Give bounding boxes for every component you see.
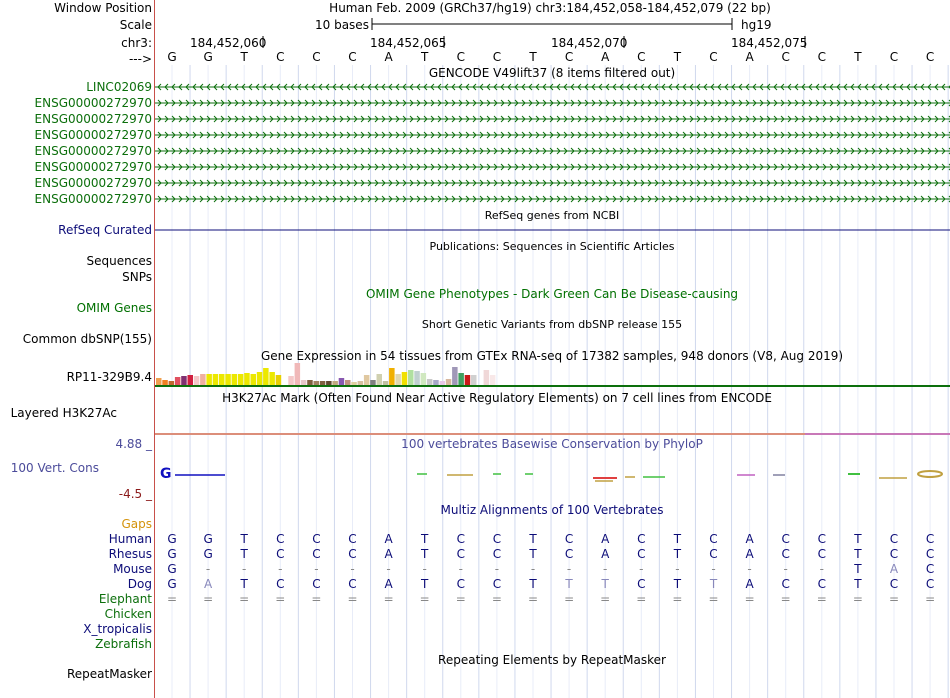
align-elephant-17: = xyxy=(744,592,755,606)
align-human-15: T xyxy=(673,532,682,546)
track-display-area[interactable] xyxy=(155,0,950,698)
phylop-title: 100 vertebrates Basewise Conservation by PhyloP xyxy=(401,437,703,451)
label-species-mouse[interactable]: Mouse xyxy=(113,562,152,576)
align-elephant-12: = xyxy=(564,592,575,606)
align-rhesus-5: C xyxy=(312,547,321,561)
align-elephant-4: = xyxy=(275,592,286,606)
align-human-11: T xyxy=(529,532,537,546)
align-elephant-9: = xyxy=(455,592,466,606)
base-8: T xyxy=(421,50,429,64)
scale-text: 10 bases xyxy=(315,18,369,32)
label-species-dog[interactable]: Dog xyxy=(127,577,152,591)
align-dog-9: C xyxy=(456,577,465,591)
align-dog-2: A xyxy=(203,577,213,591)
align-elephant-22: = xyxy=(925,592,936,606)
align-human-8: T xyxy=(421,532,429,546)
align-rhesus-4: C xyxy=(276,547,285,561)
align-dog-4: C xyxy=(276,577,285,591)
align-mouse-18: - xyxy=(783,562,788,576)
align-mouse-21: A xyxy=(889,562,899,576)
align-human-4: C xyxy=(276,532,285,546)
label-gtex-gene[interactable]: RP11-329B9.4 xyxy=(66,370,152,384)
label-species-human[interactable]: Human xyxy=(108,532,152,546)
align-mouse-3: - xyxy=(242,562,247,576)
label-cons-min: -4.5 _ xyxy=(118,487,152,501)
align-dog-5: C xyxy=(312,577,321,591)
label-repeatmasker[interactable]: RepeatMasker xyxy=(66,667,152,681)
gene-label-ensg-4[interactable]: ENSG00000272970 xyxy=(34,144,152,158)
base-19: C xyxy=(817,50,826,64)
base-11: T xyxy=(529,50,537,64)
align-human-7: A xyxy=(384,532,393,546)
gene-label-ensg-1[interactable]: ENSG00000272970 xyxy=(34,96,152,110)
align-elephant-21: = xyxy=(888,592,900,606)
align-human-2: G xyxy=(203,532,213,546)
label-snps[interactable]: SNPs xyxy=(122,270,152,284)
coord-3: 184,452,070 xyxy=(551,36,628,50)
gtex-title: Gene Expression in 54 tissues from GTEx RNA-seq of 17382 samples, 948 donors (V8, Aug 2019) xyxy=(260,349,844,363)
align-human-18: C xyxy=(781,532,790,546)
base-7: A xyxy=(384,50,393,64)
align-dog-12: T xyxy=(565,577,573,591)
base-4: C xyxy=(276,50,285,64)
omim-title: OMIM Gene Phenotypes - Dark Green Can Be Disease-causing xyxy=(365,287,739,301)
align-dog-10: C xyxy=(492,577,502,591)
gene-label-ensg-7[interactable]: ENSG00000272970 xyxy=(34,192,152,206)
align-human-9: C xyxy=(456,532,465,546)
align-mouse-20: T xyxy=(854,562,862,576)
align-mouse-1: G xyxy=(167,562,177,576)
align-dog-21: C xyxy=(889,577,899,591)
label-species-x-tropicalis[interactable]: X_tropicalis xyxy=(83,622,152,636)
label-strand[interactable]: ---> xyxy=(128,52,152,66)
align-rhesus-22: C xyxy=(925,547,935,561)
align-elephant-14: = xyxy=(636,592,647,606)
align-elephant-7: = xyxy=(383,592,394,606)
align-dog-1: G xyxy=(167,577,177,591)
align-elephant-6: = xyxy=(347,592,358,606)
align-dog-13: T xyxy=(601,577,609,591)
base-21: C xyxy=(889,50,899,64)
repeatmasker-title: Repeating Elements by RepeatMasker xyxy=(438,653,666,667)
align-elephant-11: = xyxy=(527,592,539,606)
publications-title: Publications: Sequences in Scientific Articles xyxy=(429,240,675,253)
align-rhesus-12: C xyxy=(564,547,574,561)
align-mouse-5: - xyxy=(314,562,319,576)
align-human-22: C xyxy=(925,532,935,546)
align-human-17: A xyxy=(745,532,754,546)
align-rhesus-17: A xyxy=(745,547,754,561)
label-cons-max: 4.88 _ xyxy=(115,437,152,451)
align-human-12: C xyxy=(564,532,574,546)
align-mouse-4: - xyxy=(278,562,283,576)
align-rhesus-18: C xyxy=(781,547,790,561)
align-elephant-20: = xyxy=(852,592,863,606)
align-rhesus-11: T xyxy=(529,547,537,561)
align-mouse-8: - xyxy=(422,562,427,576)
align-elephant-5: = xyxy=(311,592,322,606)
align-mouse-12: - xyxy=(566,562,572,576)
align-rhesus-16: C xyxy=(709,547,718,561)
label-sequences[interactable]: Sequences xyxy=(86,254,152,268)
assembly-label: hg19 xyxy=(741,18,772,32)
align-mouse-15: - xyxy=(675,562,680,576)
align-mouse-22: C xyxy=(925,562,935,576)
label-layered-h3k27ac[interactable]: Layered H3K27Ac xyxy=(10,406,117,420)
align-dog-20: T xyxy=(854,577,862,591)
label-scale: Scale xyxy=(119,18,152,32)
gene-label-linc02069[interactable]: LINC02069 xyxy=(86,80,152,94)
label-100-vert-cons[interactable]: 100 Vert. Cons xyxy=(10,461,99,475)
align-elephant-2: = xyxy=(203,592,214,606)
align-rhesus-7: A xyxy=(384,547,393,561)
gene-label-ensg-2[interactable]: ENSG00000272970 xyxy=(34,112,152,126)
coord-2: 184,452,065 xyxy=(370,36,447,50)
base-3: T xyxy=(240,50,248,64)
base-16: C xyxy=(709,50,718,64)
gene-label-ensg-3[interactable]: ENSG00000272970 xyxy=(34,128,152,142)
align-dog-17: A xyxy=(745,577,754,591)
align-dog-19: C xyxy=(817,577,826,591)
align-dog-8: T xyxy=(421,577,429,591)
align-rhesus-21: C xyxy=(889,547,899,561)
refseq-title: RefSeq genes from NCBI xyxy=(484,209,620,222)
align-mouse-19: - xyxy=(819,562,824,576)
align-human-20: T xyxy=(854,532,862,546)
align-human-6: C xyxy=(348,532,357,546)
base-17: A xyxy=(745,50,754,64)
coord-1: 184,452,060 xyxy=(190,36,267,50)
base-18: C xyxy=(781,50,790,64)
base-15: T xyxy=(673,50,682,64)
base-22: C xyxy=(925,50,935,64)
align-human-5: C xyxy=(312,532,321,546)
position-text: Human Feb. 2009 (GRCh37/hg19) chr3:184,452,058-184,452,079 (22 bp) xyxy=(329,1,771,15)
align-mouse-6: - xyxy=(350,562,355,576)
align-mouse-11: - xyxy=(530,562,536,576)
align-elephant-3: = xyxy=(239,592,250,606)
align-rhesus-2: G xyxy=(203,547,213,561)
label-omim-genes[interactable]: OMIM Genes xyxy=(76,301,152,315)
label-common-dbsnp[interactable]: Common dbSNP(155) xyxy=(22,332,152,346)
label-chrom: chr3: xyxy=(121,36,152,50)
align-mouse-10: - xyxy=(494,562,500,576)
align-dog-22: C xyxy=(925,577,935,591)
align-human-19: C xyxy=(817,532,826,546)
align-dog-11: T xyxy=(529,577,537,591)
coord-4: 184,452,075 xyxy=(731,36,808,50)
align-dog-6: C xyxy=(348,577,357,591)
base-5: C xyxy=(312,50,321,64)
align-human-13: A xyxy=(601,532,610,546)
align-elephant-13: = xyxy=(600,592,611,606)
align-rhesus-14: C xyxy=(637,547,646,561)
align-mouse-2: - xyxy=(205,562,211,576)
align-dog-16: T xyxy=(709,577,718,591)
align-elephant-1: = xyxy=(166,592,178,606)
multiz-title: Multiz Alignments of 100 Vertebrates xyxy=(440,503,664,517)
gene-label-ensg-6[interactable]: ENSG00000272970 xyxy=(34,176,152,190)
align-elephant-8: = xyxy=(419,592,430,606)
align-human-3: T xyxy=(240,532,248,546)
align-mouse-14: - xyxy=(639,562,644,576)
gencode-title: GENCODE V49lift37 (8 items filtered out) xyxy=(428,66,676,80)
align-rhesus-15: T xyxy=(673,547,682,561)
base-14: C xyxy=(637,50,646,64)
label-species-chicken[interactable]: Chicken xyxy=(104,607,152,621)
align-rhesus-20: T xyxy=(854,547,862,561)
align-dog-14: C xyxy=(637,577,646,591)
svg-text:G: G xyxy=(160,466,172,482)
align-elephant-15: = xyxy=(672,592,683,606)
align-human-16: C xyxy=(709,532,718,546)
align-mouse-13: - xyxy=(603,562,608,576)
dbsnp-title: Short Genetic Variants from dbSNP release 155 xyxy=(421,318,683,331)
track-labels-panel xyxy=(0,0,154,698)
align-mouse-16: - xyxy=(711,562,716,576)
align-elephant-10: = xyxy=(491,592,502,606)
base-10: C xyxy=(492,50,502,64)
align-elephant-16: = xyxy=(708,592,719,606)
align-rhesus-3: T xyxy=(240,547,248,561)
align-elephant-19: = xyxy=(816,592,827,606)
align-mouse-17: - xyxy=(747,562,752,576)
align-human-1: G xyxy=(167,532,177,546)
base-6: C xyxy=(348,50,357,64)
label-window-position: Window Position xyxy=(54,1,152,15)
align-rhesus-10: C xyxy=(492,547,502,561)
base-1: G xyxy=(167,50,177,64)
align-dog-18: C xyxy=(781,577,790,591)
base-2: G xyxy=(203,50,213,64)
align-mouse-9: - xyxy=(458,562,463,576)
align-human-21: C xyxy=(889,532,899,546)
align-dog-7: A xyxy=(384,577,393,591)
label-refseq-curated[interactable]: RefSeq Curated xyxy=(58,223,152,237)
align-human-10: C xyxy=(492,532,502,546)
label-gaps[interactable]: Gaps xyxy=(121,517,152,531)
label-species-zebrafish[interactable]: Zebrafish xyxy=(95,637,152,651)
align-rhesus-1: G xyxy=(167,547,177,561)
align-elephant-18: = xyxy=(780,592,791,606)
h3k27ac-title: H3K27Ac Mark (Often Found Near Active Regulatory Elements) on 7 cell lines from ENCODE xyxy=(222,391,772,405)
align-rhesus-6: C xyxy=(348,547,357,561)
align-rhesus-13: A xyxy=(601,547,610,561)
base-12: C xyxy=(564,50,574,64)
base-13: A xyxy=(601,50,610,64)
gene-label-ensg-5[interactable]: ENSG00000272970 xyxy=(34,160,152,174)
align-mouse-7: - xyxy=(386,562,391,576)
label-species-rhesus[interactable]: Rhesus xyxy=(108,547,152,561)
align-rhesus-8: T xyxy=(421,547,429,561)
align-human-14: C xyxy=(637,532,646,546)
align-rhesus-9: C xyxy=(456,547,465,561)
base-20: T xyxy=(854,50,862,64)
align-rhesus-19: C xyxy=(817,547,826,561)
base-9: C xyxy=(456,50,465,64)
label-species-elephant[interactable]: Elephant xyxy=(98,592,152,606)
align-dog-15: T xyxy=(673,577,682,591)
align-dog-3: T xyxy=(240,577,248,591)
